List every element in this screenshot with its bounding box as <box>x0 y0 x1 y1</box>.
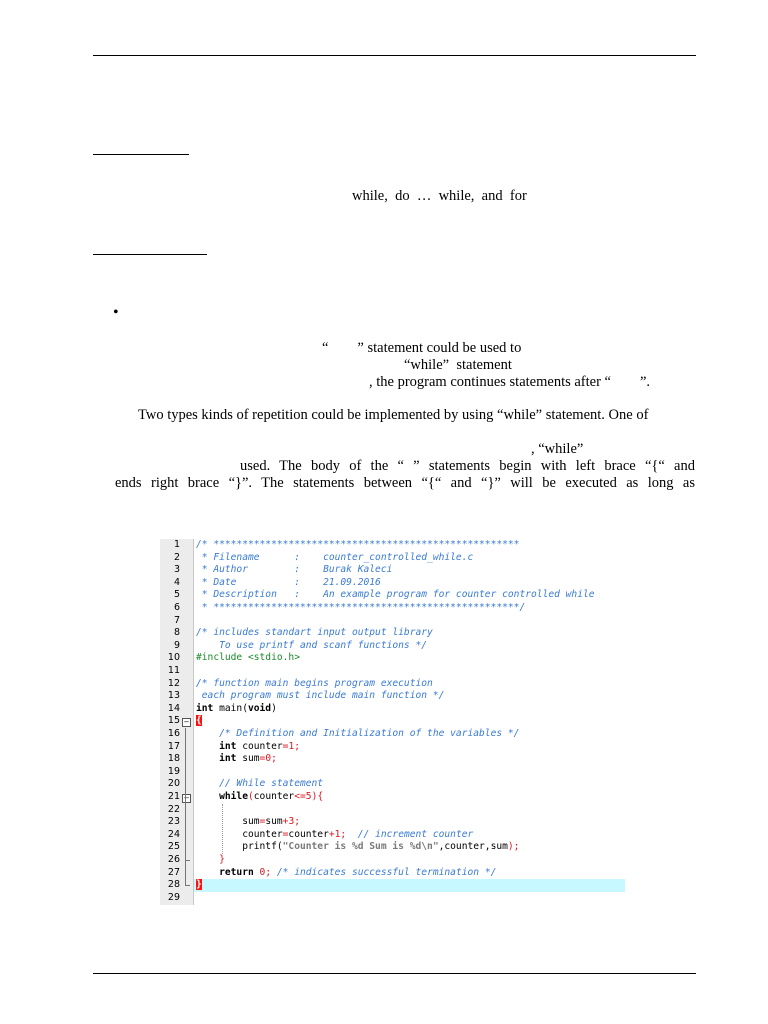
code-text <box>196 589 595 602</box>
code-token: 5 <box>305 791 312 802</box>
code-line <box>160 791 625 804</box>
code-line <box>160 665 625 678</box>
code-token: { <box>196 715 202 727</box>
code-token: * Description : An example program for counter controlled while <box>196 589 595 601</box>
line-number: 4 <box>173 576 180 588</box>
line-number: 18 <box>167 753 180 765</box>
fold-end-marker <box>185 860 190 861</box>
fold-guide-line <box>185 728 186 886</box>
code-text <box>196 728 519 741</box>
paragraph-line: “ ” statement could be used to <box>322 340 522 356</box>
line-number: 11 <box>167 665 180 676</box>
code-token: = <box>282 828 289 840</box>
code-line <box>160 690 625 703</box>
code-token: int <box>196 702 214 714</box>
code-token: = <box>259 753 266 765</box>
code-token: "Counter is %d Sum is %d\n" <box>282 841 439 853</box>
code-token: * Author : Burak Kaleci <box>196 564 393 576</box>
code-token: int <box>219 753 237 765</box>
line-number: 9 <box>173 639 180 651</box>
line-number: 25 <box>167 841 180 853</box>
code-token: return <box>219 866 254 878</box>
code-text <box>196 640 427 653</box>
code-text <box>196 816 300 829</box>
line-number: 14 <box>167 702 180 714</box>
paragraph-line: “while” statement <box>404 357 512 373</box>
code-token: /* ***************************************************** <box>196 539 520 550</box>
code-token: = <box>259 816 266 828</box>
code-text <box>196 829 473 842</box>
paragraph-line: Two types kinds of repetition could be implemented by using “while” statement. One of <box>138 407 649 423</box>
paragraph-line: , the program continues statements after “ ”. <box>369 374 651 390</box>
code-token <box>196 791 219 802</box>
code-token: 0 <box>259 866 266 878</box>
code-line <box>160 703 625 716</box>
code-token <box>196 867 219 878</box>
code-line <box>160 602 625 615</box>
code-text <box>196 552 473 565</box>
code-token: ,counter,sum <box>438 841 508 853</box>
code-text <box>196 841 519 854</box>
line-number: 24 <box>167 828 180 840</box>
line-number: 19 <box>167 765 180 777</box>
line-number: 7 <box>173 614 180 626</box>
code-token: #include <stdio.h> <box>196 652 300 664</box>
code-token: counter <box>253 791 295 802</box>
line-number: 29 <box>167 891 180 903</box>
paragraph-line: used. The body of the “ ” statements begin with left brace “{“ and <box>240 458 695 474</box>
line-number: 20 <box>167 778 180 790</box>
code-token: while <box>219 791 248 802</box>
code-token: ; <box>265 866 272 878</box>
code-token: * Date : 21.09.2016 <box>196 576 381 588</box>
code-token: ); <box>507 841 520 853</box>
code-text <box>196 539 519 552</box>
indent-guide <box>222 804 223 854</box>
code-token: <= <box>294 791 306 802</box>
code-text <box>196 715 202 728</box>
code-line <box>160 652 625 665</box>
line-number: 6 <box>173 602 180 613</box>
line-number: 13 <box>167 690 180 702</box>
code-token: sum <box>265 816 283 828</box>
code-line <box>160 640 625 653</box>
code-text <box>196 678 433 691</box>
code-text <box>196 741 300 754</box>
code-line <box>160 867 625 880</box>
code-token: 1 <box>334 828 341 840</box>
line-number: 10 <box>167 652 180 664</box>
code-token: each program must include main function */ <box>196 690 445 702</box>
code-token: /* includes standart input output library <box>196 627 433 639</box>
code-line <box>160 753 625 766</box>
code-line <box>160 539 625 552</box>
line-number: 12 <box>167 677 180 689</box>
line-number: 27 <box>167 866 180 878</box>
fold-toggle-icon[interactable]: − <box>183 793 190 802</box>
fold-end-marker <box>185 885 190 886</box>
code-token <box>346 829 358 840</box>
code-token: ) <box>271 702 277 714</box>
code-line <box>160 589 625 602</box>
code-text <box>196 564 392 577</box>
code-line <box>160 816 625 829</box>
fold-toggle-icon[interactable]: − <box>183 717 190 726</box>
code-text <box>196 690 444 703</box>
code-line <box>160 829 625 842</box>
code-line <box>160 741 625 754</box>
code-token: } <box>196 879 202 891</box>
code-line <box>160 778 625 791</box>
code-line <box>160 804 625 817</box>
line-number: 26 <box>167 854 180 865</box>
code-line <box>167 879 625 892</box>
line-number: 16 <box>167 728 180 739</box>
code-text <box>196 627 433 640</box>
bullet-point: • <box>113 304 119 321</box>
code-text <box>196 879 202 892</box>
code-token: printf( <box>196 841 283 853</box>
code-token: sum <box>236 753 260 765</box>
code-token: ( <box>248 791 254 802</box>
code-token <box>196 778 219 789</box>
code-token <box>196 728 219 739</box>
line-number: 3 <box>173 564 180 576</box>
code-token: 0 <box>265 753 272 765</box>
code-line <box>160 577 625 590</box>
section-heading-underline <box>93 254 207 255</box>
code-line <box>160 841 625 854</box>
code-text <box>196 602 525 615</box>
code-text <box>196 577 381 590</box>
code-text <box>196 867 496 880</box>
code-token: sum <box>196 816 260 828</box>
paragraph-line: ends right brace “}”. The statements between “{“ and “}” will be executed as long as <box>115 475 695 491</box>
code-text <box>196 652 300 665</box>
code-line <box>160 854 625 867</box>
line-number: 22 <box>167 803 180 815</box>
code-token: /* Definition and Initialization of the variables */ <box>219 728 520 739</box>
code-token: /* function main begins program execution <box>196 677 433 689</box>
code-line <box>160 892 625 905</box>
code-line <box>160 552 625 565</box>
code-line <box>160 715 625 728</box>
line-number: 28 <box>167 879 180 891</box>
code-text <box>196 854 225 867</box>
paragraph-line: , “while” <box>531 441 584 457</box>
code-token <box>196 854 219 865</box>
section-heading-underline <box>93 154 189 155</box>
code-token: counter <box>196 828 283 840</box>
code-token: main( <box>213 702 248 714</box>
code-line <box>160 766 625 779</box>
code-token: ; <box>294 740 300 752</box>
code-token: } <box>219 854 225 865</box>
header-rule <box>93 55 696 56</box>
code-listing <box>160 539 625 905</box>
code-token: ; <box>271 753 277 765</box>
code-text <box>196 791 323 804</box>
code-token: = <box>282 740 289 752</box>
code-token: ; <box>340 828 347 840</box>
code-token: counter <box>288 828 329 840</box>
code-token: /* indicates successful termination */ <box>276 866 497 878</box>
code-text <box>196 753 277 766</box>
line-number: 2 <box>173 551 180 563</box>
code-token: counter <box>236 740 283 752</box>
code-token: 3 <box>288 816 295 828</box>
code-line <box>160 678 625 691</box>
code-token: * Filename : counter_controlled_while.c <box>196 551 474 563</box>
line-number: 23 <box>167 816 180 828</box>
code-token: + <box>282 816 289 828</box>
code-token: void <box>247 702 272 714</box>
code-token <box>196 741 219 752</box>
line-number: 1 <box>173 539 180 550</box>
line-number: 15 <box>167 715 180 727</box>
line-number: 17 <box>167 740 180 752</box>
code-token: To use printf and scanf functions */ <box>196 639 428 651</box>
code-token: int <box>219 740 237 752</box>
code-token: // increment counter <box>357 828 474 840</box>
code-line <box>160 728 625 741</box>
footer-rule <box>93 973 696 974</box>
line-number: 21 <box>167 791 180 802</box>
code-token: // While statement <box>219 778 324 790</box>
code-token: * *****************************************************/ <box>196 602 526 613</box>
code-text <box>196 778 323 791</box>
line-number: 8 <box>173 627 180 639</box>
code-token: 1 <box>288 740 295 752</box>
code-token <box>196 753 219 764</box>
code-line <box>160 615 625 628</box>
line-number: 5 <box>173 589 180 601</box>
code-token: + <box>328 828 335 840</box>
code-text <box>196 703 277 716</box>
code-line <box>160 564 625 577</box>
code-token: ; <box>294 816 300 828</box>
loop-names-text: while, do … while, and for <box>352 188 527 204</box>
code-line <box>160 627 625 640</box>
code-token: ){ <box>311 791 324 802</box>
